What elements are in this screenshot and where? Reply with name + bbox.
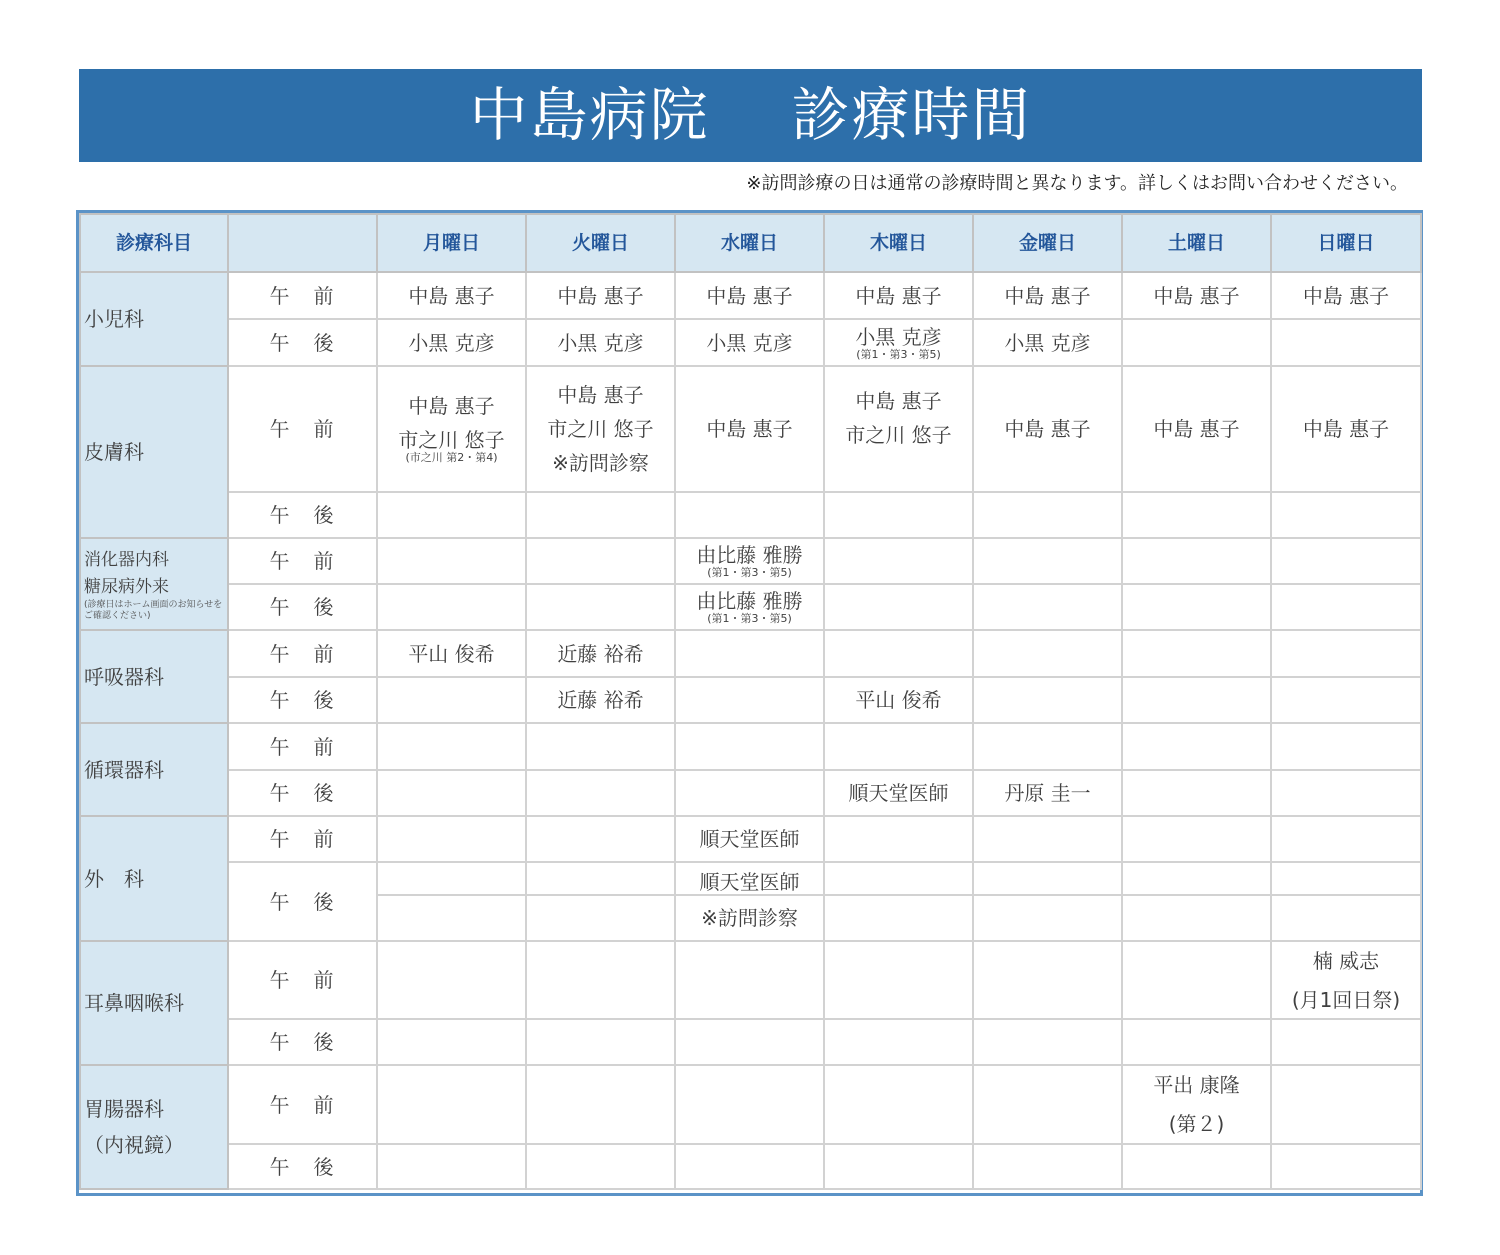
- cell-fri: [973, 1019, 1122, 1065]
- cell-wed: [675, 1019, 824, 1065]
- cell-tue: [526, 584, 675, 630]
- monthly-note: (月1回日祭): [1291, 987, 1401, 1012]
- header-sat: 土曜日: [1122, 214, 1271, 272]
- session-pm: 午 後: [228, 1144, 377, 1189]
- cell-sat: [1122, 723, 1271, 770]
- session-pm: 午 後: [228, 584, 377, 630]
- cell-sun: [1271, 1065, 1421, 1144]
- cell-fri: [973, 538, 1122, 584]
- cell-sun: 中島 惠子: [1271, 366, 1421, 492]
- cell-thu: [824, 895, 973, 941]
- week-note: (第1・第3・第5): [856, 347, 941, 361]
- cell-wed: [675, 492, 824, 538]
- dept-diabetes-name: 糖尿病外来: [84, 577, 169, 597]
- dept-ent: 耳鼻咽喉科: [80, 941, 228, 1065]
- cell-thu: [824, 816, 973, 862]
- cell-wed: 小黒 克彦: [675, 319, 824, 366]
- dept-gastro-name: 消化器内科: [84, 550, 169, 570]
- cell-tue: [526, 1019, 675, 1065]
- cell-fri: [973, 862, 1122, 895]
- session-pm: 午 後: [228, 862, 377, 941]
- schedule-title: 診療時間: [791, 81, 1032, 149]
- cell-sun: [1271, 1144, 1421, 1189]
- session-pm: 午 後: [228, 492, 377, 538]
- cell-thu: 平山 俊希: [824, 677, 973, 723]
- cell-tue: [526, 941, 675, 1019]
- cell-thu: [824, 1144, 973, 1189]
- cell-mon: [377, 538, 526, 584]
- doctor-name: 中島 惠子: [855, 389, 942, 413]
- cell-sat: [1122, 677, 1271, 723]
- table-row: [80, 366, 1421, 492]
- cell-mon: [377, 770, 526, 816]
- cell-thu: 順天堂医師: [824, 770, 973, 816]
- table-row: [80, 538, 1421, 584]
- week-note: (第２): [1168, 1112, 1225, 1136]
- cell-sat: [1122, 862, 1271, 895]
- cell-thu: [824, 723, 973, 770]
- session-pm: 午 後: [228, 677, 377, 723]
- dept-gastro: [80, 538, 228, 630]
- cell-sat: [1122, 1019, 1271, 1065]
- session-am: 午 前: [228, 816, 377, 862]
- session-am: 午 前: [228, 272, 377, 319]
- cell-thu: [824, 941, 973, 1019]
- doctor-name: 小黒 克彦: [855, 324, 942, 349]
- cell-fri: [973, 630, 1122, 677]
- header-sun: 日曜日: [1271, 214, 1421, 272]
- cell-sun: [1271, 816, 1421, 862]
- session-am: 午 前: [228, 366, 377, 492]
- cell-fri: [973, 492, 1122, 538]
- table-row: [80, 319, 1421, 366]
- cell-sun: [1271, 538, 1421, 584]
- week-note: (第1・第3・第5): [707, 566, 792, 579]
- cell-mon: [377, 584, 526, 630]
- cell-sun: [1271, 770, 1421, 816]
- cell-wed: 順天堂医師: [675, 862, 824, 895]
- cell-thu: 中島 惠子: [824, 272, 973, 319]
- cell-wed: [675, 770, 824, 816]
- session-pm: 午 後: [228, 770, 377, 816]
- cell-sat: [1122, 630, 1271, 677]
- cell-tue: [526, 538, 675, 584]
- cell-mon: [377, 1065, 526, 1144]
- cell-tue: [526, 816, 675, 862]
- session-am: 午 前: [228, 723, 377, 770]
- cell-wed: 中島 惠子: [675, 272, 824, 319]
- cell-wed: [675, 584, 824, 630]
- cell-mon: [377, 816, 526, 862]
- cell-tue: [526, 770, 675, 816]
- cell-sat: 中島 惠子: [1122, 366, 1271, 492]
- table-row: [80, 816, 1421, 862]
- cell-fri: 丹原 圭一: [973, 770, 1122, 816]
- cell-wed: ※訪問診察: [675, 895, 824, 941]
- table-row: [80, 1065, 1421, 1144]
- week-note: (市之川 第2・第4): [405, 451, 498, 464]
- cell-mon: [377, 492, 526, 538]
- schedule-table: [79, 213, 1422, 1190]
- cell-wed: [675, 677, 824, 723]
- cell-thu: [824, 862, 973, 895]
- cell-wed: 中島 惠子: [675, 366, 824, 492]
- cell-wed: 順天堂医師: [675, 816, 824, 862]
- cell-mon: [377, 723, 526, 770]
- dept-gi-name: 胃腸器科: [84, 1097, 164, 1121]
- cell-sat: 中島 惠子: [1122, 272, 1271, 319]
- cell-mon: [377, 1019, 526, 1065]
- cell-fri: [973, 584, 1122, 630]
- header-row: [80, 214, 1421, 272]
- cell-sun: [1271, 677, 1421, 723]
- cell-tue: [526, 723, 675, 770]
- cell-thu: [824, 366, 973, 492]
- table-row: [80, 862, 1421, 895]
- cell-sun: [1271, 492, 1421, 538]
- cell-wed: [675, 1144, 824, 1189]
- cell-thu: [824, 584, 973, 630]
- cell-tue: [526, 366, 675, 492]
- header-session: [228, 214, 377, 272]
- cell-fri: [973, 1144, 1122, 1189]
- cell-thu: [824, 492, 973, 538]
- cell-sun: 中島 惠子: [1271, 272, 1421, 319]
- session-am: 午 前: [228, 630, 377, 677]
- cell-tue: [526, 1144, 675, 1189]
- dept-dermatology: 皮膚科: [80, 366, 228, 538]
- session-am: 午 前: [228, 941, 377, 1019]
- cell-wed: [675, 630, 824, 677]
- cell-wed: [675, 723, 824, 770]
- visit-notice: ※訪問診療の日は通常の診療時間と異なります。詳しくはお問い合わせください。: [746, 173, 1408, 194]
- cell-mon: [377, 862, 526, 895]
- cell-sun: [1271, 319, 1421, 366]
- cell-sat: [1122, 816, 1271, 862]
- dept-surgery: [80, 816, 228, 941]
- cell-sat: [1122, 770, 1271, 816]
- cell-thu: [824, 1019, 973, 1065]
- cell-mon: 平山 俊希: [377, 630, 526, 677]
- session-pm: 午 後: [228, 319, 377, 366]
- cell-sat: [1122, 1065, 1271, 1144]
- session-am: 午 前: [228, 1065, 377, 1144]
- cell-sun: [1271, 723, 1421, 770]
- cell-sat: [1122, 584, 1271, 630]
- session-pm: 午 後: [228, 1019, 377, 1065]
- header-mon: 月曜日: [377, 214, 526, 272]
- cell-thu: [824, 319, 973, 366]
- table-row: [80, 584, 1421, 630]
- cell-fri: [973, 895, 1122, 941]
- header-thu: 木曜日: [824, 214, 973, 272]
- dept-respiratory: 呼吸器科: [80, 630, 228, 723]
- doctor-name: 市之川 悠子: [845, 423, 952, 447]
- cell-sat: [1122, 492, 1271, 538]
- cell-tue: [526, 862, 675, 895]
- dept-gi-sub: （内視鏡）: [84, 1133, 184, 1157]
- cell-thu: [824, 538, 973, 584]
- dept-pediatrics: 小児科: [80, 272, 228, 366]
- cell-sun: [1271, 1019, 1421, 1065]
- cell-wed: [675, 538, 824, 584]
- header-dept: 診療科目: [80, 214, 228, 272]
- cell-thu: [824, 630, 973, 677]
- cell-thu: [824, 1065, 973, 1144]
- cell-fri: [973, 677, 1122, 723]
- table-row: [80, 723, 1421, 770]
- table-row: [80, 1019, 1421, 1065]
- header-wed: 水曜日: [675, 214, 824, 272]
- doctor-name: 由比藤 雅勝: [696, 589, 803, 613]
- cell-tue: [526, 492, 675, 538]
- table-row: [80, 492, 1421, 538]
- cell-mon: [377, 677, 526, 723]
- doctor-name: 平出 康隆: [1153, 1073, 1240, 1097]
- visit-note: ※訪問診察: [552, 451, 649, 475]
- cell-mon: [377, 1144, 526, 1189]
- cell-fri: 中島 惠子: [973, 366, 1122, 492]
- cell-sat: [1122, 1144, 1271, 1189]
- session-am: 午 前: [228, 538, 377, 584]
- cell-fri: [973, 723, 1122, 770]
- cell-sat: [1122, 895, 1271, 941]
- doctor-name: 中島 惠子: [408, 394, 495, 418]
- table-row: [80, 630, 1421, 677]
- dept-cardio: 循環器科: [80, 723, 228, 816]
- cell-sun: [1271, 630, 1421, 677]
- cell-tue: [526, 895, 675, 941]
- cell-sun: [1271, 584, 1421, 630]
- table-row: [80, 272, 1421, 319]
- cell-sat: [1122, 941, 1271, 1019]
- cell-tue: 小黒 克彦: [526, 319, 675, 366]
- cell-tue: 近藤 裕希: [526, 677, 675, 723]
- cell-tue: 近藤 裕希: [526, 630, 675, 677]
- cell-sun: [1271, 941, 1421, 1019]
- dept-gi: [80, 1065, 228, 1189]
- doctor-name: 中島 惠子: [557, 383, 644, 407]
- cell-mon: [377, 895, 526, 941]
- header-fri: 金曜日: [973, 214, 1122, 272]
- doctor-name: 由比藤 雅勝: [696, 543, 803, 567]
- cell-tue: [526, 1065, 675, 1144]
- table-row: [80, 770, 1421, 816]
- doctor-name: 市之川 悠子: [547, 417, 654, 441]
- cell-mon: [377, 366, 526, 492]
- doctor-name: 市之川 悠子: [398, 428, 505, 452]
- cell-mon: 小黒 克彦: [377, 319, 526, 366]
- cell-fri: [973, 816, 1122, 862]
- dept-gastro-note: (診療日はホーム画面のお知らせを ご確認ください): [84, 600, 223, 621]
- cell-sat: [1122, 538, 1271, 584]
- cell-tue: 中島 惠子: [526, 272, 675, 319]
- header-tue: 火曜日: [526, 214, 675, 272]
- doctor-name: 楠 威志: [1312, 948, 1380, 973]
- cell-sun: [1271, 895, 1421, 941]
- table-row: [80, 1144, 1421, 1189]
- hospital-name: 中島病院: [469, 81, 710, 149]
- cell-fri: [973, 1065, 1122, 1144]
- week-note: (第1・第3・第5): [707, 612, 792, 625]
- dept-surgery-name: 外 科: [84, 866, 144, 891]
- cell-fri: 小黒 克彦: [973, 319, 1122, 366]
- table-row: [80, 941, 1421, 1019]
- cell-wed: [675, 1065, 824, 1144]
- cell-sun: [1271, 862, 1421, 895]
- table-row: [80, 677, 1421, 723]
- title-banner: [79, 69, 1422, 162]
- cell-sat: [1122, 319, 1271, 366]
- cell-mon: [377, 941, 526, 1019]
- cell-fri: [973, 941, 1122, 1019]
- cell-wed: [675, 941, 824, 1019]
- cell-mon: 中島 惠子: [377, 272, 526, 319]
- cell-fri: 中島 惠子: [973, 272, 1122, 319]
